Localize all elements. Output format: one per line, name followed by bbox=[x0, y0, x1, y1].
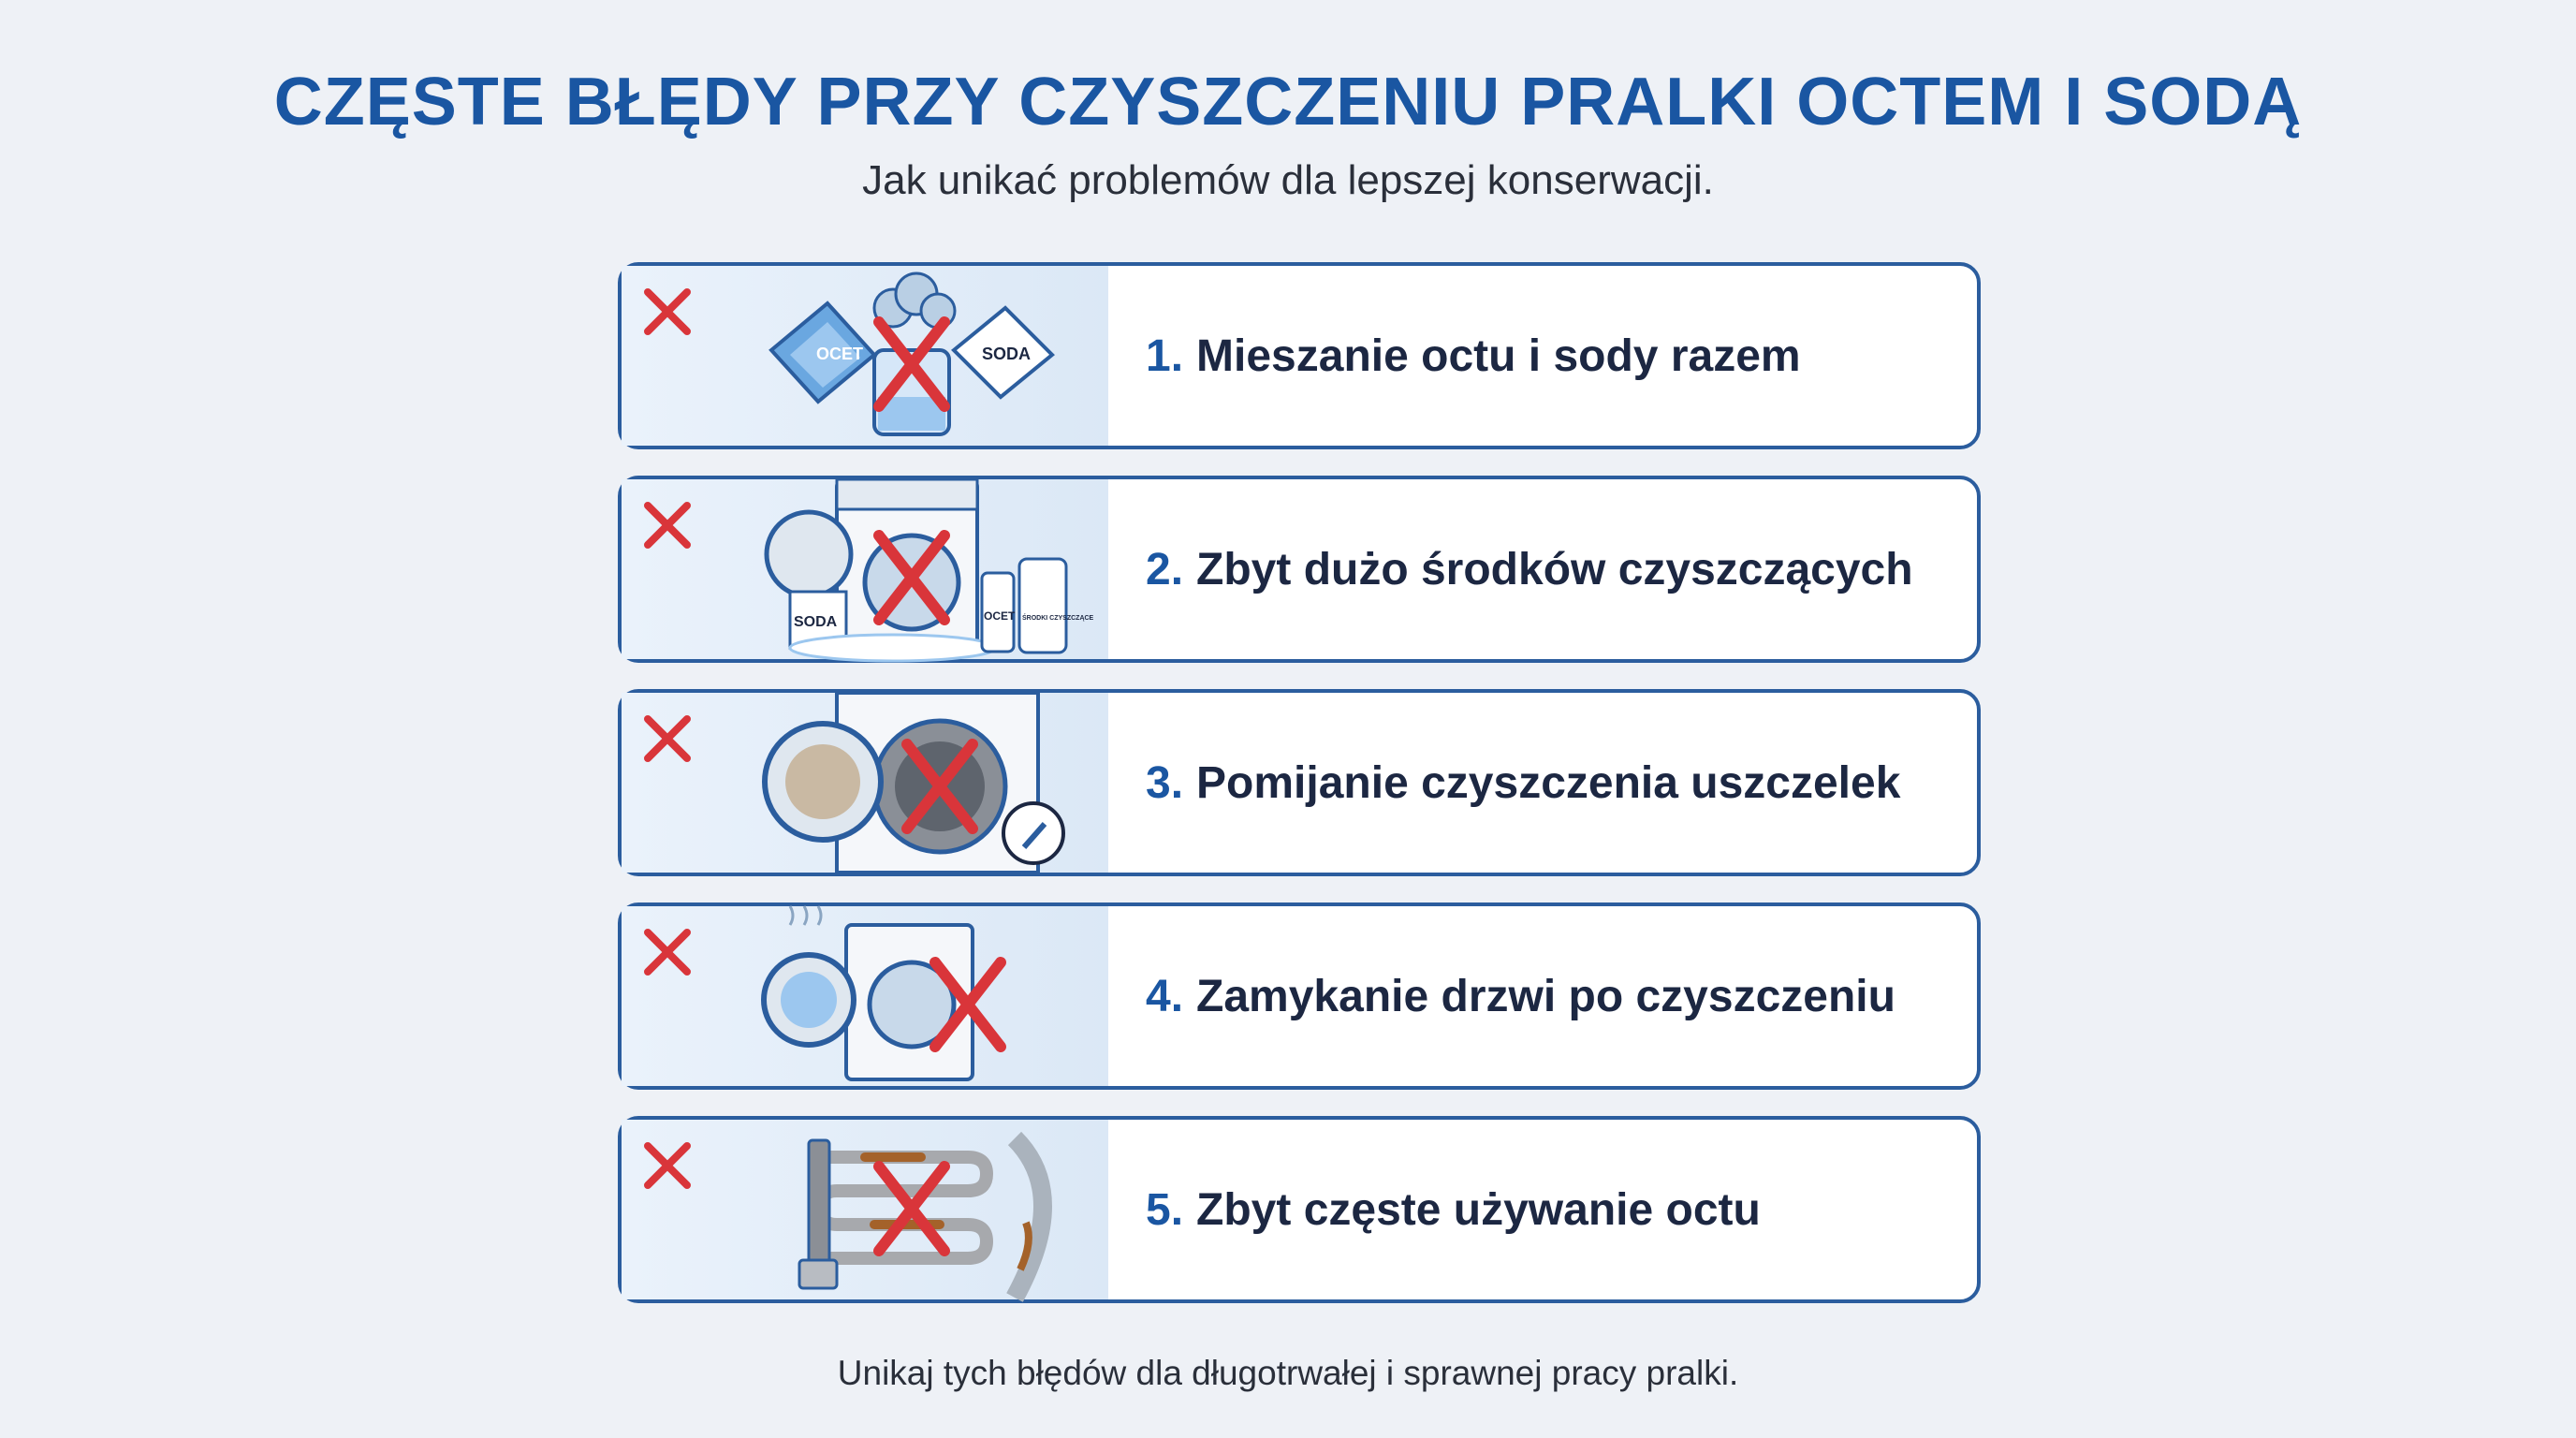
closed-wet-washer-door-icon bbox=[753, 906, 1071, 1086]
item-label bbox=[1146, 906, 1895, 1086]
item-text: Zbyt częste używanie octu bbox=[1196, 1184, 1761, 1235]
item-label bbox=[1146, 693, 1900, 873]
item-text: Pomijanie czyszczenia uszczelek bbox=[1196, 757, 1901, 808]
page-subtitle: Jak unikać problemów dla lepszej konserwacji. bbox=[862, 157, 1714, 203]
red-x-icon bbox=[638, 1137, 696, 1195]
item-number: 1. bbox=[1146, 330, 1184, 381]
item-label bbox=[1146, 1120, 1761, 1299]
list-item bbox=[618, 689, 1981, 876]
cleaner-bottle-label: ŚRODKI CZYSZCZĄCE bbox=[1022, 615, 1094, 622]
item-text: Zbyt dużo środków czyszczących bbox=[1196, 544, 1913, 594]
item-label bbox=[1146, 479, 1913, 659]
red-x-icon bbox=[638, 496, 696, 554]
mistakes-list bbox=[618, 262, 1984, 1329]
item-number: 5. bbox=[1146, 1184, 1184, 1235]
item-text: Zamykanie drzwi po czyszczeniu bbox=[1196, 971, 1895, 1021]
ocet-label: OCET bbox=[816, 345, 864, 363]
list-item bbox=[618, 262, 1981, 449]
red-x-icon bbox=[638, 283, 696, 341]
dirty-door-seal-icon bbox=[753, 693, 1071, 873]
ocet-bottle-label: OCET bbox=[984, 609, 1016, 623]
item-text: Mieszanie octu i sody razem bbox=[1196, 330, 1801, 381]
item-label bbox=[1146, 266, 1801, 446]
washer-overflowing-detergents-icon bbox=[753, 479, 1094, 659]
red-x-icon bbox=[638, 923, 696, 981]
item-number: 2. bbox=[1146, 544, 1184, 594]
corroded-heater-hose-icon bbox=[753, 1120, 1071, 1299]
page-title: CZĘSTE BŁĘDY PRZY CZYSZCZENIU PRALKI OCTEM I SODĄ bbox=[273, 65, 2303, 139]
footer-note: Unikaj tych błędów dla długotrwałej i sprawnej pracy pralki. bbox=[837, 1354, 1739, 1392]
soda-box-label: SODA bbox=[794, 614, 838, 630]
red-x-icon bbox=[638, 710, 696, 768]
item-number: 3. bbox=[1146, 757, 1184, 808]
soda-label: SODA bbox=[982, 345, 1032, 363]
list-item bbox=[618, 476, 1981, 663]
vinegar-soda-mixing-icon bbox=[753, 266, 1071, 446]
item-number: 4. bbox=[1146, 971, 1184, 1021]
list-item bbox=[618, 1116, 1981, 1303]
list-item bbox=[618, 902, 1981, 1090]
